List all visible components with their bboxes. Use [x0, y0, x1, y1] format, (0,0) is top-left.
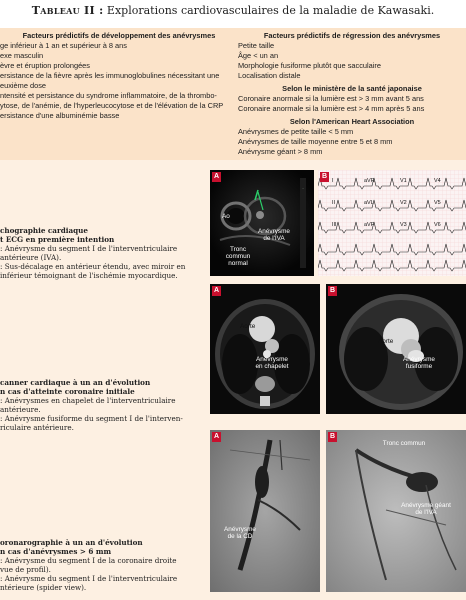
- section-line: : Anévrysme du segment I de la coronaire droite: [0, 556, 177, 565]
- section-coronarography: [0, 538, 200, 592]
- jp-item: Coronaire anormale si la lumière est > 4 mm après 5 ans: [238, 104, 425, 113]
- section-line: : Anévrysmes en chapelet de l'interventriculaire: [0, 396, 176, 405]
- section-line: : Anévrysme du segment I de l'interventriculaire: [0, 244, 178, 253]
- ct-image-b: [326, 284, 466, 414]
- left-heading: Facteurs prédictifs de développement des anévrysmes: [22, 31, 216, 40]
- ecg-lead-label: aVL: [364, 200, 374, 206]
- ecg-trace: [318, 170, 466, 276]
- angio-a-label-aneurysm-1: Anévrysme: [224, 526, 256, 533]
- left-column: [0, 31, 228, 121]
- right-column: [238, 31, 466, 157]
- table-title-text: Explorations cardiovasculaires de la maladie de Kawasaki.: [103, 4, 435, 17]
- figure-letter: B: [321, 173, 328, 180]
- ct-b-label-aneurysm-1: Anévrysme: [403, 356, 435, 363]
- svg-text:-: -: [302, 186, 304, 191]
- section-line: : Anévrysme fusiforme du segment I de l'interven-: [0, 414, 183, 423]
- jp-heading: Selon le ministère de la santé japonaise: [282, 84, 422, 93]
- ecg-lead-label: aVR: [364, 178, 375, 184]
- aha-item: Anévrysmes de petite taille < 5 mm: [238, 127, 354, 136]
- figure-letter: A: [213, 287, 220, 294]
- section-line: antérieure.: [0, 405, 41, 414]
- section-line: ntérieure (spider view).: [0, 583, 87, 592]
- left-item: èvre et éruption prolongées: [0, 61, 90, 70]
- right-item: Localisation distale: [238, 71, 301, 80]
- angio-a-label-aneurysm: [216, 526, 264, 540]
- section-line: inférieur témoignant de l'ischémie myocardique.: [0, 271, 178, 280]
- left-item: exe masculin: [0, 51, 44, 60]
- echo-image: [210, 170, 314, 276]
- ecg-lead-label: V1: [400, 178, 407, 184]
- table-title: [0, 4, 466, 17]
- right-item: Petite taille: [238, 41, 275, 50]
- angio-b-label-tronc: Tronc commun: [382, 440, 426, 447]
- angio-b-label-aneurysm: [394, 502, 458, 516]
- left-list: [0, 41, 228, 121]
- ct-a-label-aneurysm-2: en chapelet: [255, 363, 289, 370]
- angio-image-a: [210, 430, 320, 592]
- section-line: antérieure (IVA).: [0, 253, 62, 262]
- ecg-lead-label: V3: [400, 222, 407, 228]
- section-heading-1b: t ECG en première intention: [0, 235, 115, 244]
- echo-label-aneurysm-1: Anévrysme: [258, 228, 290, 235]
- right-heading: Facteurs prédictifs de régression des anévrysmes: [263, 31, 441, 40]
- figure-letter: A: [213, 433, 220, 440]
- left-item: ge inférieur à 1 an et supérieur à 8 ans: [0, 41, 127, 50]
- echo-label-tronc-2: commun: [225, 253, 251, 260]
- ct-a-label-aneurysm: [248, 356, 296, 370]
- section-heading-2b: n cas d'atteinte coronaire initiale: [0, 387, 135, 396]
- ecg-image: [318, 170, 466, 276]
- aha-item: Anévrysme géant > 8 mm: [238, 147, 323, 156]
- ct-a-label-aneurysm-1: Anévrysme: [256, 356, 288, 363]
- ct-image-b-drawing: [326, 284, 466, 414]
- right-list: [238, 41, 466, 81]
- angio-b-label-aneurysm-1: Anévrysme géant: [401, 502, 451, 509]
- ecg-lead-label: aVF: [364, 222, 375, 228]
- ecg-lead-label: V5: [434, 200, 441, 206]
- left-item: ytose, de l'anémie, de l'hyperleucocytose et de l'élévation de la CRP: [0, 101, 224, 110]
- angio-a-label-aneurysm-2: de la CD: [227, 533, 253, 540]
- right-item: Âge < un an: [238, 51, 279, 60]
- table-title-prefix: Tableau II :: [31, 4, 104, 17]
- left-item: ntensité et persistance du syndrome inflammatoire, de la thrombo-: [0, 91, 217, 100]
- section-echo-ecg: [0, 226, 200, 280]
- left-item: euxième dose: [0, 81, 47, 90]
- section-heading-3b: n cas d'anévrysmes > 6 mm: [0, 547, 112, 556]
- right-item: Morphologie fusiforme plutôt que sacculaire: [238, 61, 381, 70]
- echo-label-ao: Ao: [222, 213, 230, 220]
- ecg-lead-label: II: [332, 200, 336, 206]
- echo-label-aneurysm: [254, 228, 294, 242]
- angio-b-label-aneurysm-2: de l'IVA: [415, 509, 437, 516]
- ct-b-label-aorte: Aorte: [378, 338, 394, 345]
- section-line: riculaire antérieure.: [0, 423, 74, 432]
- ct-a-label-aorte: Aorte: [240, 323, 256, 330]
- ct-image-a-drawing: [210, 284, 320, 414]
- echo-label-tronc-1: Tronc: [229, 246, 247, 253]
- angio-image-a-drawing: [210, 430, 320, 592]
- ct-b-label-aneurysm: [394, 356, 444, 370]
- section-heading-2: canner cardiaque à un an d'évolution: [0, 378, 151, 387]
- left-item: ersistance d'une albuminémie basse: [0, 111, 120, 120]
- echo-label-tronc: [218, 246, 258, 267]
- aha-heading: Selon l'American Heart Association: [289, 117, 415, 126]
- aha-item: Anévrysmes de taille moyenne entre 5 et 8 mm: [238, 137, 393, 146]
- section-heading-3: oronarographie à un an d'évolution: [0, 538, 143, 547]
- ecg-lead-label: V2: [400, 200, 407, 206]
- figure-letter: A: [213, 173, 220, 180]
- aha-list: [238, 127, 466, 157]
- ecg-lead-label: V6: [434, 222, 441, 228]
- section-line: vue de profil).: [0, 565, 51, 574]
- section-ct: [0, 378, 200, 432]
- ecg-lead-label: V4: [434, 178, 441, 184]
- section-heading-1: chographie cardiaque: [0, 226, 88, 235]
- jp-list: [238, 94, 466, 114]
- figure-letter: B: [329, 287, 336, 294]
- ct-b-label-aneurysm-2: fusiforme: [405, 363, 433, 370]
- angio-image-b: [326, 430, 466, 592]
- ecg-lead-label: I: [332, 178, 334, 184]
- figure-letter: B: [329, 433, 336, 440]
- section-line: : Sus-décalage en antérieur étendu, avec miroir en: [0, 262, 186, 271]
- section-line: : Anévrysme du segment I de l'interventriculaire: [0, 574, 178, 583]
- left-item: ersistance de la fièvre après les immunoglobulines nécessitant une: [0, 71, 220, 80]
- ct-image-a: [210, 284, 320, 414]
- echo-label-tronc-3: normal: [228, 260, 248, 267]
- ecg-lead-label: III: [332, 222, 337, 228]
- echo-label-aneurysm-2: de l'IVA: [263, 235, 285, 242]
- jp-item: Coronaire anormale si la lumière est > 3 mm avant 5 ans: [238, 94, 424, 103]
